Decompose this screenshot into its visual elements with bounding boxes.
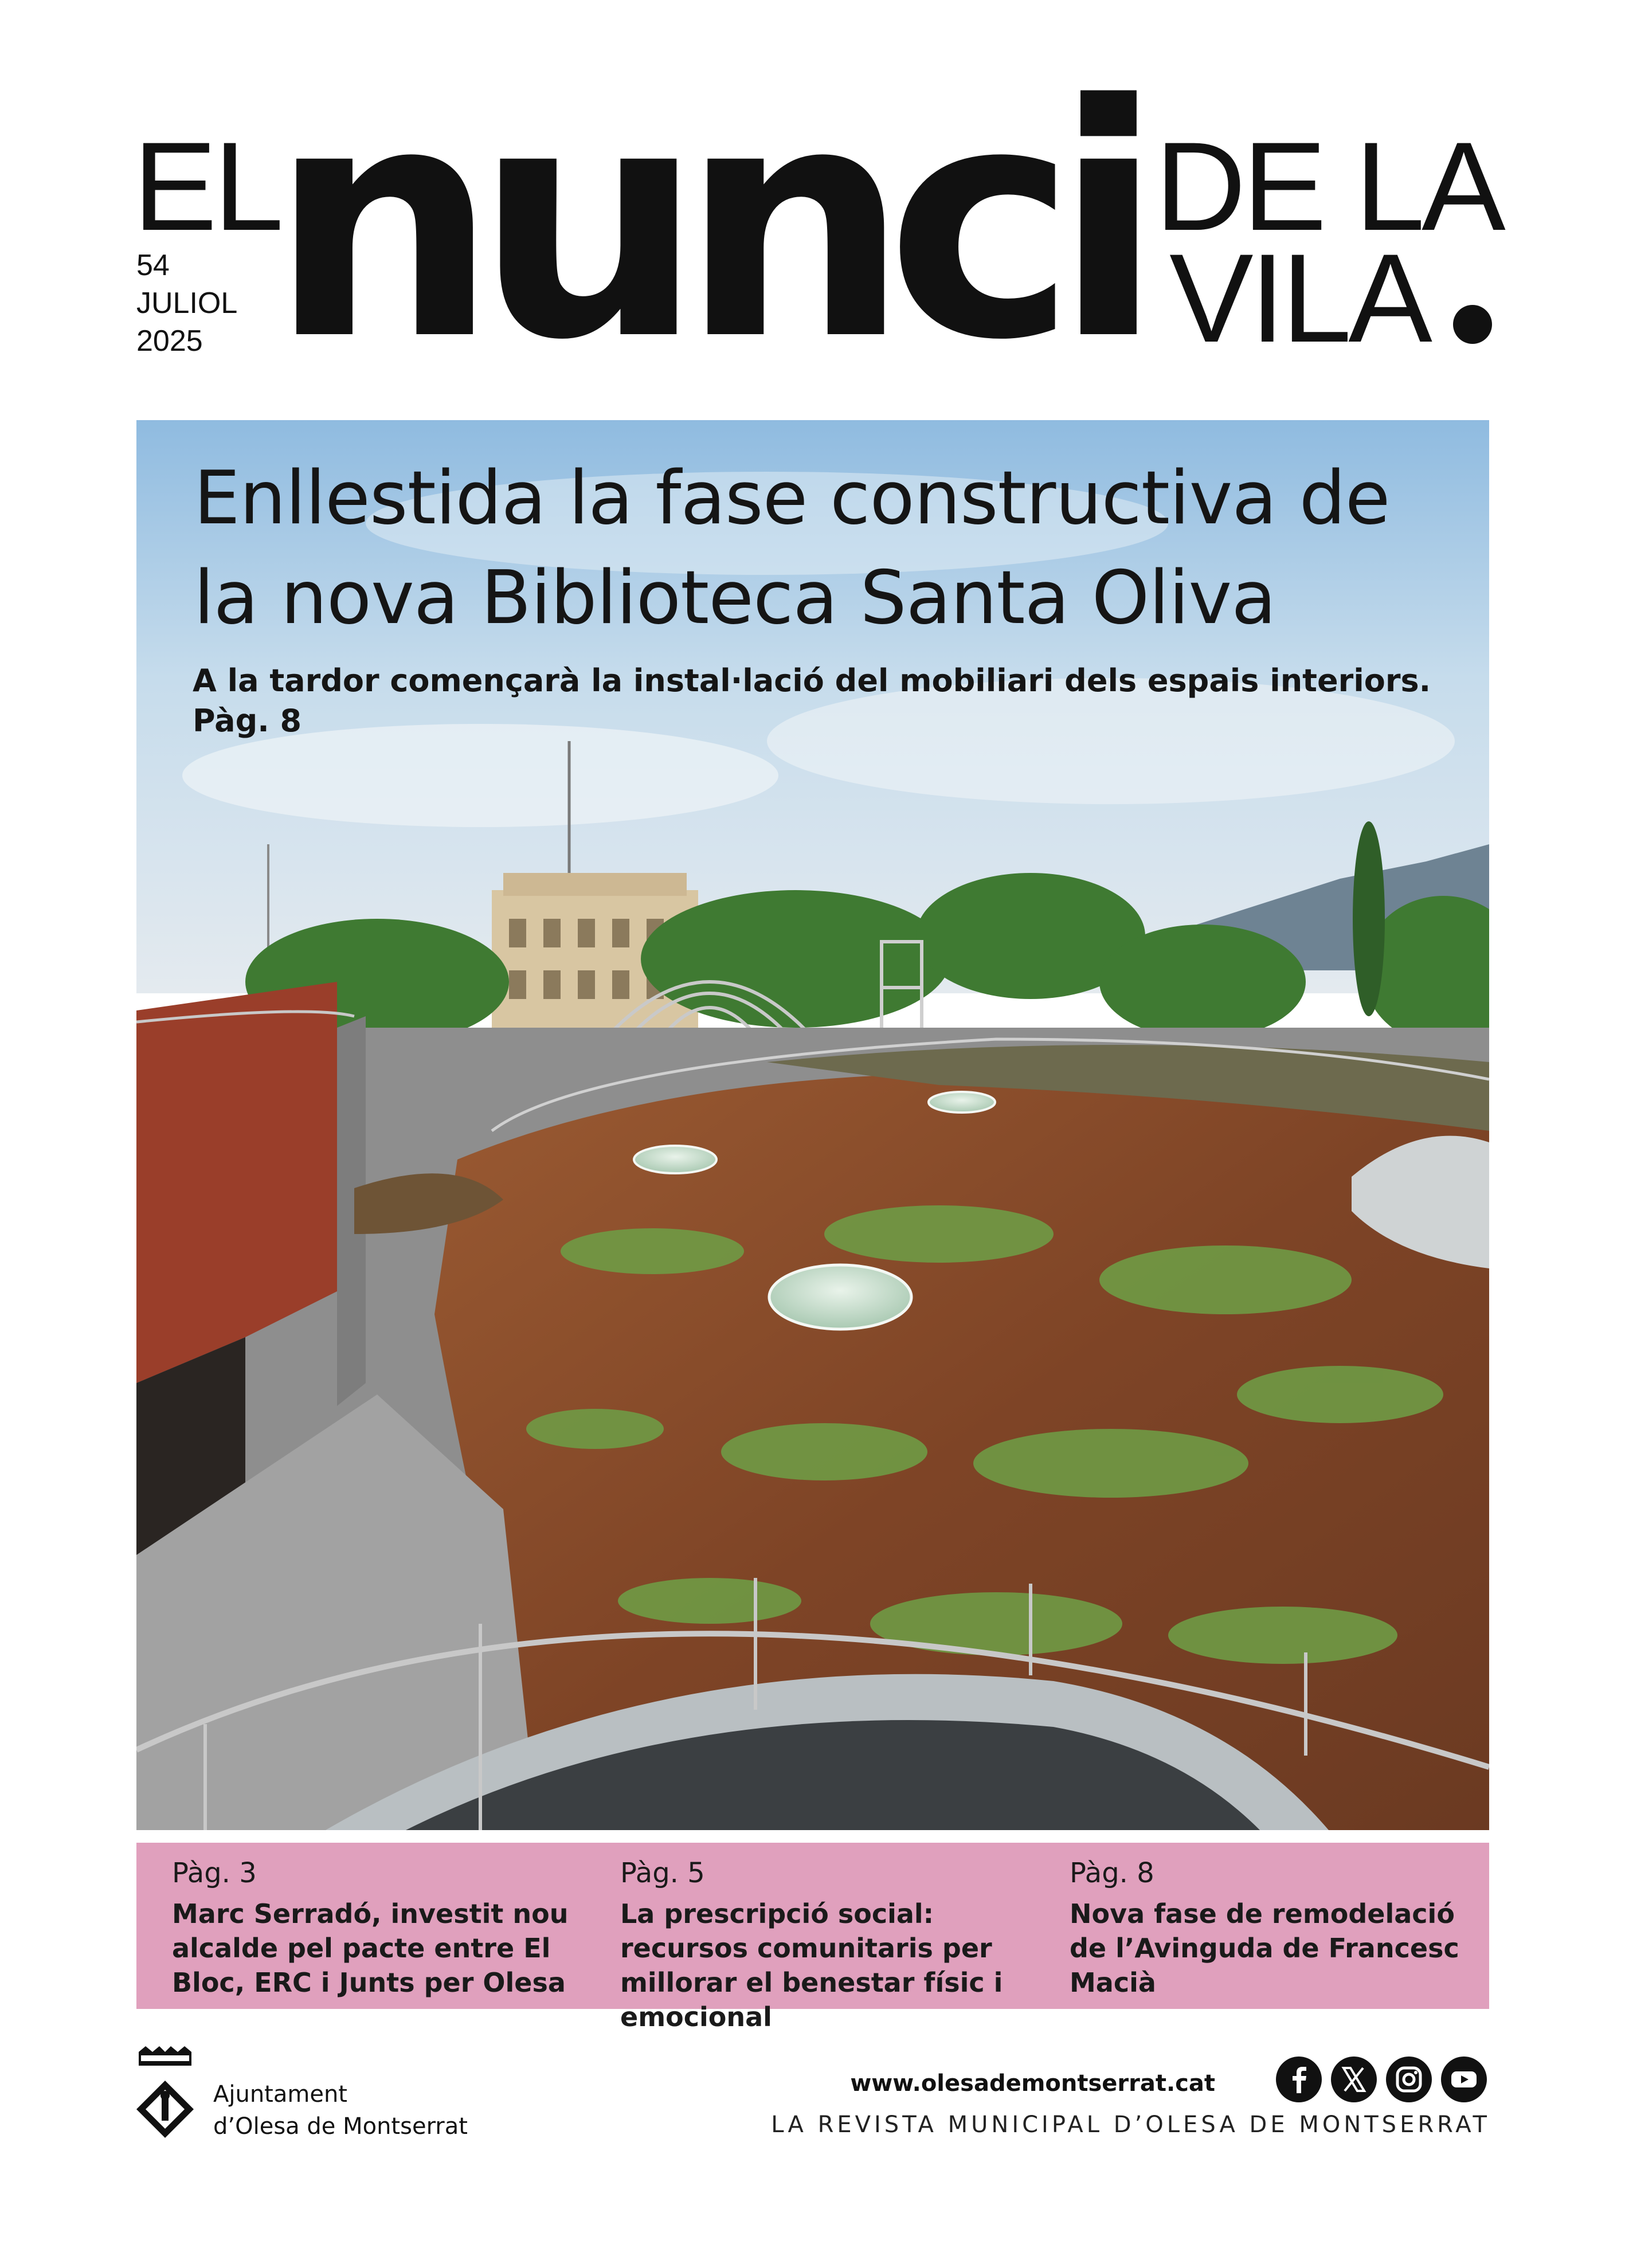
youtube-icon[interactable] [1441,2057,1487,2102]
council-coat-of-arms-icon [133,2046,197,2144]
teaser-band [136,1843,1489,2032]
teaser-title: Marc Serradó, investit nou alcalde pel pacte entre El Bloc, ERC i Junts per Olesa [172,1898,569,1998]
teaser-page: Pàg. 8 [1070,1857,1154,1889]
council-name-line1: Ajuntament [213,2081,347,2108]
cover-subheadline: A la tardor començarà la instal·lació del mobiliari dels espais interiors. Pàg. 8 [193,663,1431,739]
council-name [213,2078,468,2142]
issue-year: 2025 [136,324,203,358]
teaser-item[interactable] [620,1855,1044,2034]
masthead-de-la: DE LA [1155,116,1502,257]
teaser-page: Pàg. 5 [620,1857,705,1889]
issue-info [136,246,237,360]
masthead-period [1453,305,1492,344]
masthead-nunci: nunci [269,37,1141,410]
teaser-page: Pàg. 3 [172,1857,257,1889]
cover-photo [136,420,1489,1830]
magazine-tagline: LA REVISTA MUNICIPAL D’OLESA DE MONTSERRAT [771,2112,1490,2138]
issue-month: JULIOL [136,287,238,320]
teaser-title: La prescripció social: recursos comunitaris per millorar el benestar físic i emocional [620,1898,1003,2032]
masthead-vila: VILA [1169,228,1429,369]
council-name-line2: d’Olesa de Montserrat [213,2113,468,2140]
website-link[interactable]: www.olesademontserrat.cat [850,2070,1215,2097]
teaser-item[interactable] [172,1855,596,2000]
issue-number: 54 [136,249,170,282]
masthead-el: EL [133,116,281,257]
teaser-item[interactable] [1070,1855,1471,2000]
x-icon[interactable] [1331,2057,1377,2102]
masthead [0,0,1625,413]
cover-headline: Enllestida la fase constructiva de la nova Biblioteca Santa Oliva [194,456,1390,641]
teaser-title: Nova fase de remodelació de l’Avinguda de Francesc Macià [1070,1898,1459,1998]
facebook-icon[interactable] [1276,2057,1322,2102]
instagram-icon[interactable] [1386,2057,1432,2102]
